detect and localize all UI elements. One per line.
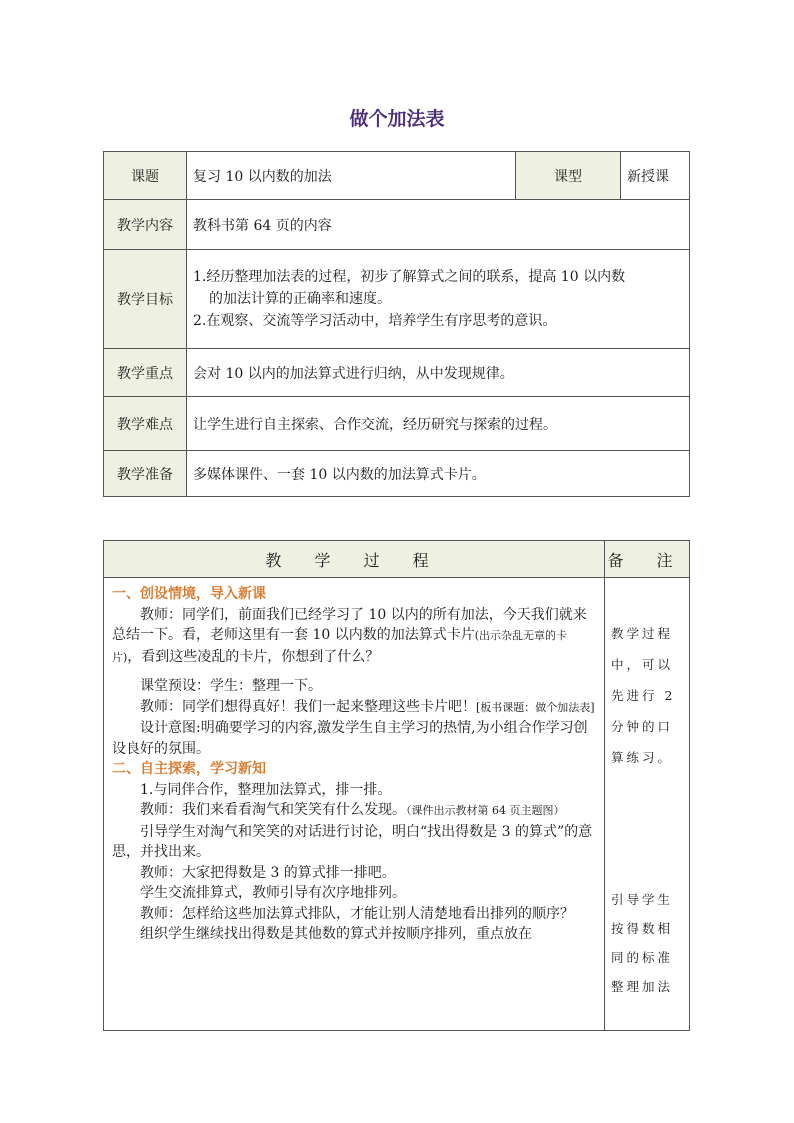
goal-value bbox=[187, 250, 690, 349]
process-header-row bbox=[104, 541, 690, 578]
paragraph bbox=[112, 697, 596, 719]
goal-1a: 1.经历整理加法表的过程，初步了解算式之间的联系，提高 10 以内数 bbox=[193, 269, 626, 285]
content-label: 教学内容 bbox=[104, 200, 187, 250]
paragraph: 组织学生继续找出得数是其他数的算式并按顺序排列，重点放在 bbox=[140, 926, 532, 942]
paragraph-text: 教师：同学们，前面我们已经学习了 10 以内的所有加法，今天我们就来总结一下。看，老师这里有一套 10 以内数的加法算式卡片 bbox=[112, 606, 587, 643]
content-value: 教科书第 64 页的内容 bbox=[187, 200, 690, 250]
prep-label: 教学准备 bbox=[104, 451, 187, 497]
prep-value: 多媒体课件、一套 10 以内数的加法算式卡片。 bbox=[187, 451, 690, 497]
paragraph: 1.与同伴合作，整理加法算式，排一排。 bbox=[140, 781, 392, 798]
note-header: 备 注 bbox=[605, 541, 690, 578]
row-goal bbox=[104, 250, 690, 349]
paragraph-note: （课件出示教材第 64 页主题图） bbox=[406, 804, 565, 817]
note-content bbox=[605, 578, 690, 1031]
paragraph: 学生交流排算式，教师引导有次序地排列。 bbox=[140, 885, 406, 901]
paragraph: 教师：大家把得数是 3 的算式排一排吧。 bbox=[140, 864, 396, 881]
section-2-heading: 二、自主探索，学习新知 bbox=[112, 761, 266, 777]
goal-1b: 的加法计算的正确率和速度。 bbox=[209, 291, 391, 307]
key-label: 教学重点 bbox=[104, 349, 187, 397]
paragraph-text: ，看到这些凌乱的卡片，你想到了什么？ bbox=[127, 648, 380, 665]
paragraph: 引导学生对淘气和笑笑的对话进行讨论，明白“找出得数是 3 的算式”的意思，并找出来。 bbox=[112, 823, 593, 860]
row-topic bbox=[104, 152, 690, 200]
row-difficulty bbox=[104, 397, 690, 451]
paragraph-text: 教师：同学们想得真好！我们一起来整理这些卡片吧！ bbox=[140, 698, 476, 715]
paragraph: 课堂预设：学生：整理一下。 bbox=[140, 678, 322, 694]
difficulty-label: 教学难点 bbox=[104, 397, 187, 451]
paragraph: 教师：怎样给这些加法算式排队，才能让别人清楚地看出排列的顺序？ bbox=[140, 905, 574, 922]
goal-label: 教学目标 bbox=[104, 250, 187, 349]
note-2: 引导学生按得数相同的标准整理加法 bbox=[611, 892, 674, 994]
row-prep bbox=[104, 451, 690, 497]
type-value: 新授课 bbox=[621, 152, 690, 200]
paragraph bbox=[112, 800, 596, 822]
type-label: 课型 bbox=[516, 152, 621, 200]
difficulty-value: 让学生进行自主探索、合作交流，经历研究与探索的过程。 bbox=[187, 397, 690, 451]
row-content bbox=[104, 200, 690, 250]
section-1-heading: 一、创设情境，导入新课 bbox=[112, 586, 266, 602]
topic-value: 复习 10 以内数的加法 bbox=[187, 152, 516, 200]
lesson-info-table bbox=[103, 151, 690, 497]
teaching-process-table bbox=[103, 540, 690, 1031]
process-header: 教 学 过 程 bbox=[104, 541, 605, 578]
paragraph: 设计意图:明确要学习的内容,激发学生自主学习的热情,为小组合作学习创设良好的氛围。 bbox=[112, 720, 588, 757]
row-key bbox=[104, 349, 690, 397]
process-content bbox=[104, 578, 605, 1031]
paragraph bbox=[112, 605, 596, 669]
paragraph-note: [板书课题：做个加法表] bbox=[476, 700, 595, 714]
key-value: 会对 10 以内的加法算式进行归纳，从中发现规律。 bbox=[187, 349, 690, 397]
note-1: 教学过程中，可以先进行 2 分钟的口算练习。 bbox=[611, 626, 676, 765]
paragraph-text: 教师：我们来看看淘气和笑笑有什么发现。 bbox=[140, 802, 406, 818]
process-body-row bbox=[104, 578, 690, 1031]
paragraph-note: (出示杂乱无章的卡片) bbox=[112, 629, 568, 664]
goal-2: 2.在观察、交流等学习活动中，培养学生有序思考的意识。 bbox=[193, 313, 557, 329]
document-title: 做个加法表 bbox=[349, 108, 445, 130]
topic-label: 课题 bbox=[104, 152, 187, 200]
